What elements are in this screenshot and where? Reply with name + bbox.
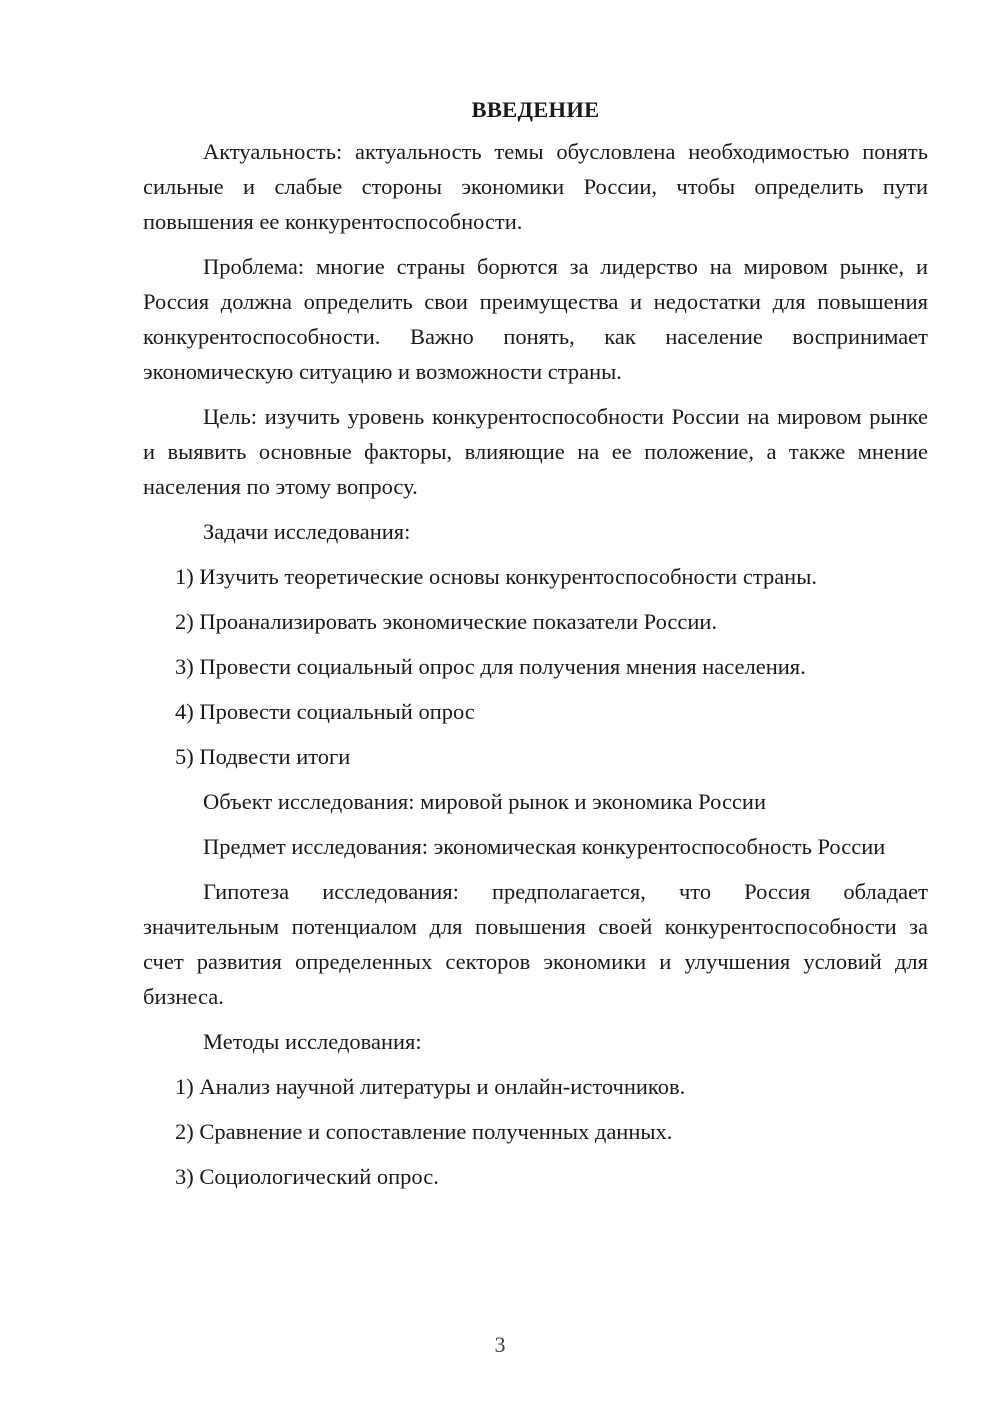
list-item: 4) Провести социальный опрос <box>175 699 475 724</box>
page-content <box>143 92 928 1204</box>
list-item: 2) Проанализировать экономические показатели России. <box>175 609 718 634</box>
methods-list <box>143 1069 928 1194</box>
tasks-list <box>143 559 928 774</box>
paragraph-goal: Цель: изучить уровень конкурентоспособности России на мировом рынке и выявить основные факторы, влияющие на ее положение, а также мнение населения по этому вопросу. <box>143 404 928 499</box>
list-item: 5) Подвести итоги <box>175 744 351 769</box>
section-title: ВВЕДЕНИЕ <box>471 97 600 122</box>
list-item: 3) Социологический опрос. <box>175 1164 439 1189</box>
paragraph-problem: Проблема: многие страны борются за лидерство на мировом рынке, и Россия должна определить свои преимущества и недостатки для повышения конкурентоспособности. Важно понять, как население воспринимает экономическую ситуацию и возможности страны. <box>143 254 928 384</box>
paragraph-subject: Предмет исследования: экономическая конкурентоспособность России <box>203 834 886 859</box>
paragraph-object: Объект исследования: мировой рынок и экономика России <box>203 789 767 814</box>
methods-heading: Методы исследования: <box>203 1029 422 1054</box>
list-item: 1) Изучить теоретические основы конкурентоспособности страны. <box>175 564 817 589</box>
paragraph-relevance: Актуальность: актуальность темы обусловлена необходимостью понять сильные и слабые стороны экономики России, чтобы определить пути повышения ее конкурентоспособности. <box>143 139 928 234</box>
page-number: 3 <box>494 1332 506 1357</box>
paragraph-hypothesis: Гипотеза исследования: предполагается, что Россия обладает значительным потенциалом для повышения своей конкурентоспособности за счет развития определенных секторов экономики и улучшения условий для бизнеса. <box>143 879 928 1009</box>
list-item: 1) Анализ научной литературы и онлайн-источников. <box>175 1074 686 1099</box>
list-item: 3) Провести социальный опрос для получения мнения населения. <box>175 654 806 679</box>
list-item: 2) Сравнение и сопоставление полученных данных. <box>175 1119 673 1144</box>
tasks-heading: Задачи исследования: <box>203 519 411 544</box>
